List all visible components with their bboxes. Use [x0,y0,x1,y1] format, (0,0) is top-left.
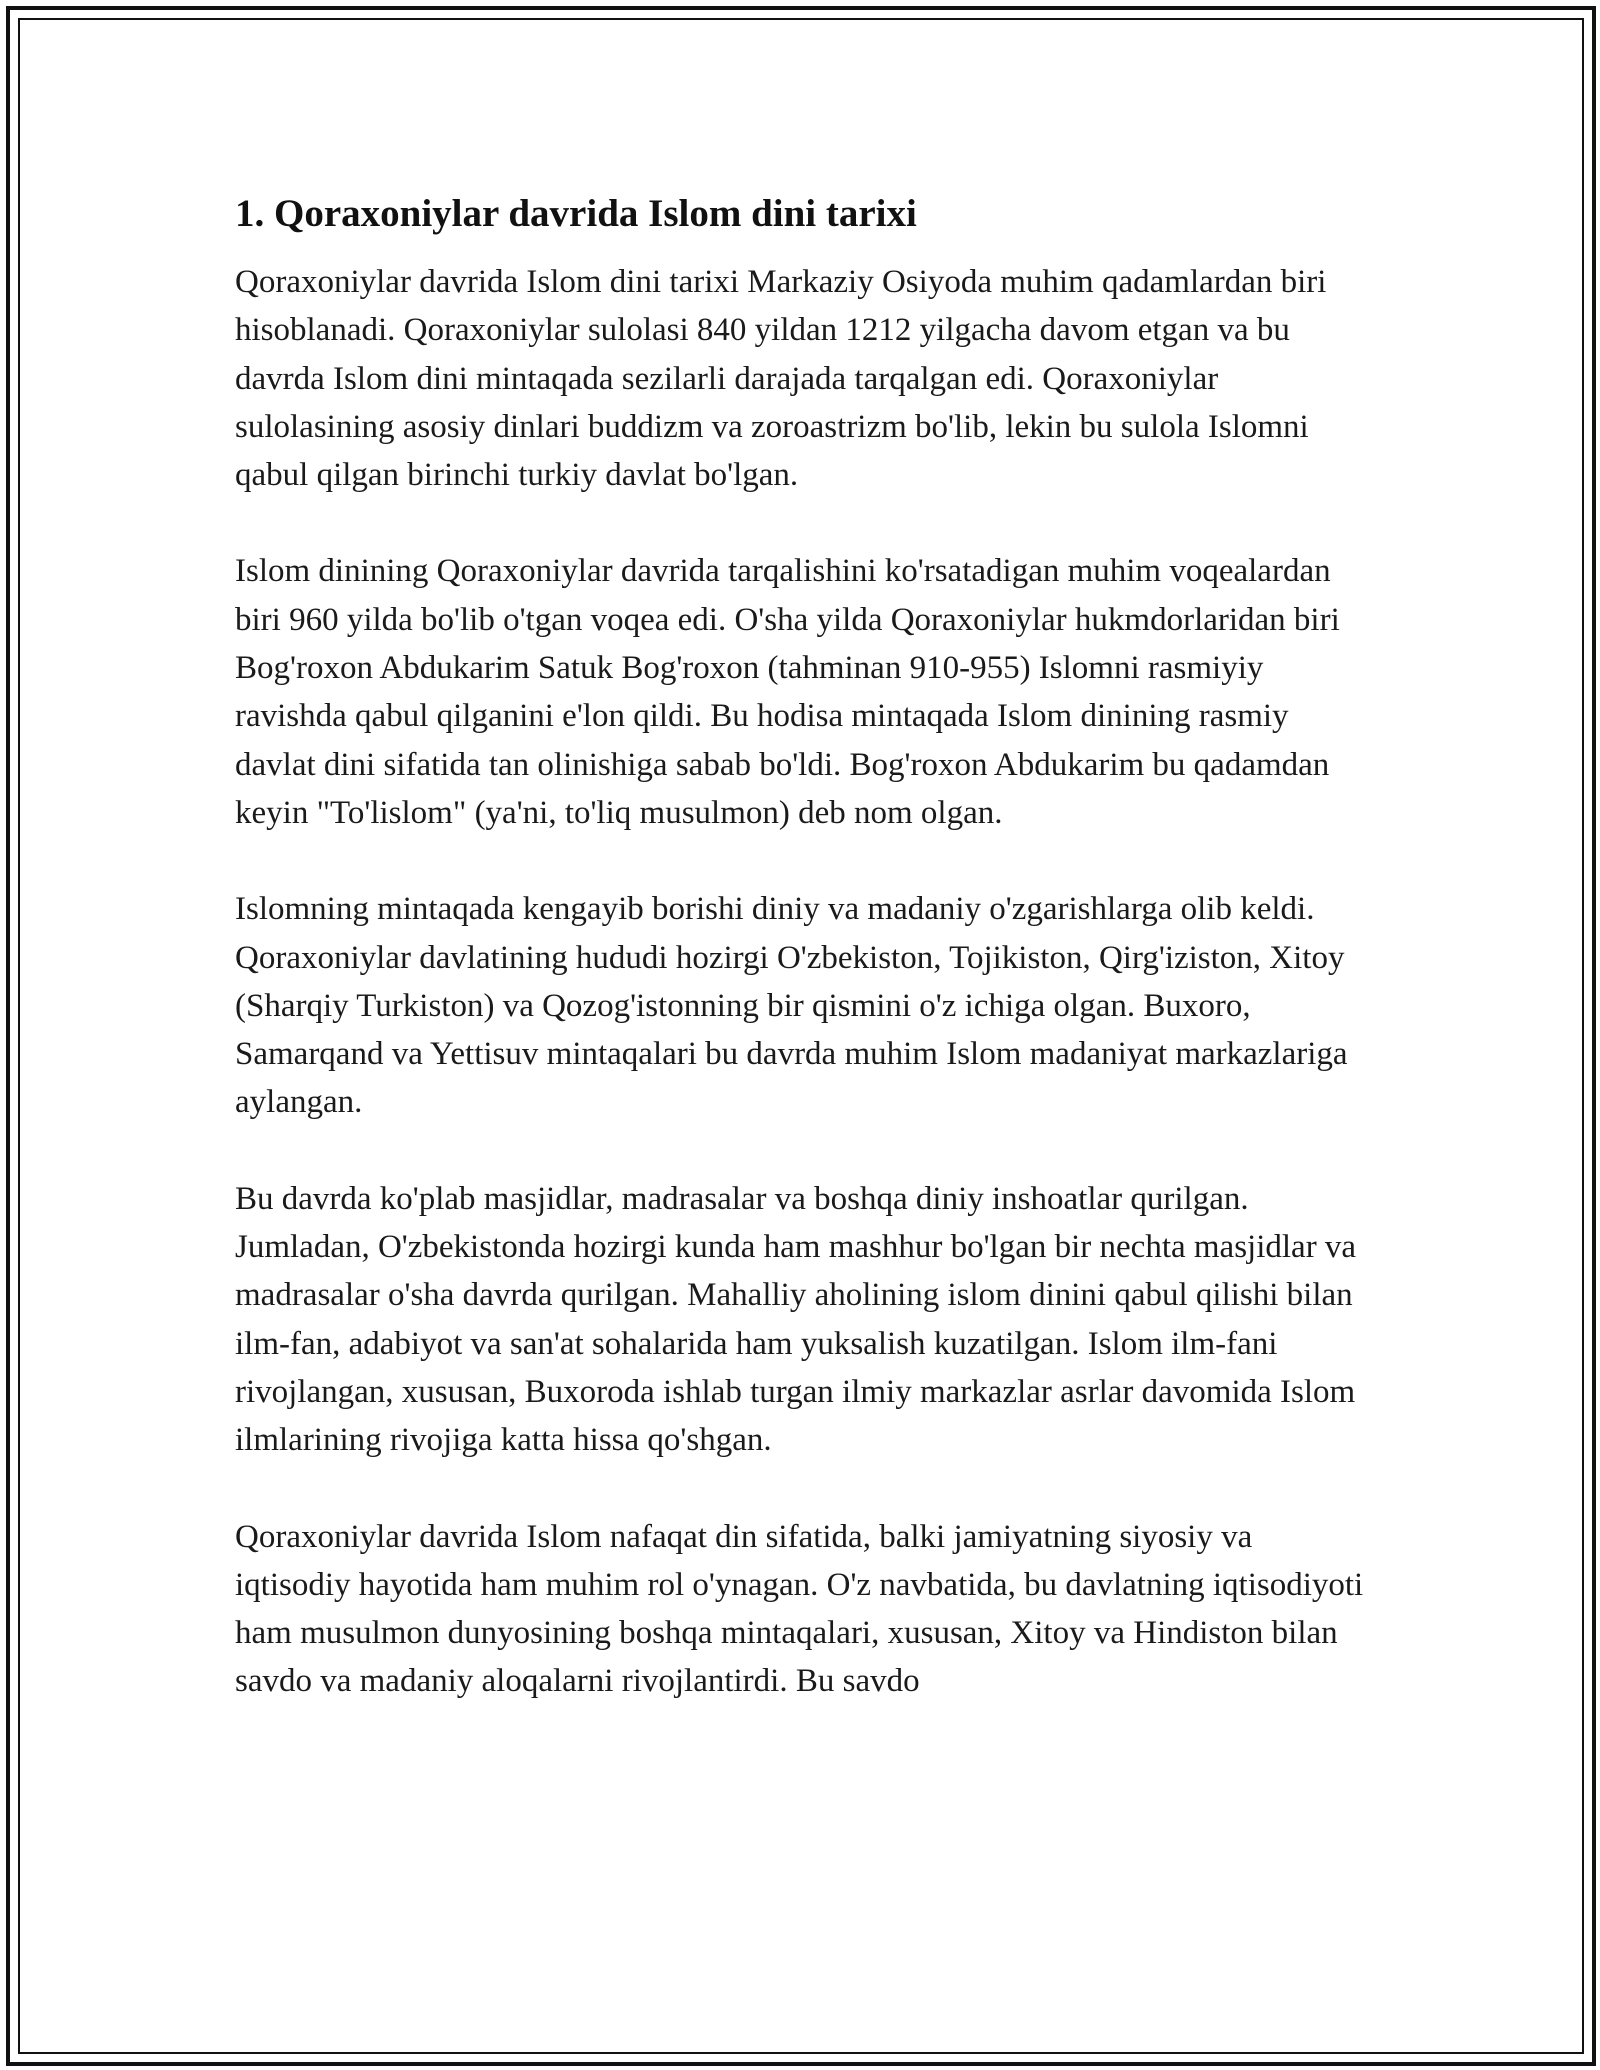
document-body [235,188,1375,1754]
paragraph-2: Islom dinining Qoraxoniylar davrida tarqalishini ko'rsatadigan muhim voqealardan biri 960 yilda bo'lib o'tgan voqea edi. O'sha yilda Qoraxoniylar hukmdorlaridan biri Bog'roxon Abdukarim Satuk Bog'roxon (tahminan 910-955) Islomni rasmiyiy ravishda qabul qilganini e'lon qildi. Bu hodisa mintaqada Islom dinining rasmiy davlat dini sifatida tan olinishiga sabab bo'ldi. Bog'roxon Abdukarim bu qadamdan keyin "To'lislom" (ya'ni, to'liq musulmon) deb nom olgan. [235,553,1340,831]
paragraph-4: Bu davrda ko'plab masjidlar, madrasalar va boshqa diniy inshoatlar qurilgan. Jumladan, O'zbekistonda hozirgi kunda ham mashhur bo'lgan bir nechta masjidlar va madrasalar o'sha davrda qurilgan. Mahalliy aholining islom dinini qabul qilishi bilan ilm-fan, adabiyot va san'at sohalarida ham yuksalish kuzatilgan. Islom ilm-fani rivojlangan, xususan, Buxoroda ishlab turgan ilmiy markazlar asrlar davomida Islom ilmlarining rivojiga katta hissa qo'shgan. [235,1180,1357,1459]
paragraph-5: Qoraxoniylar davrida Islom nafaqat din sifatida, balki jamiyatning siyosiy va iqtisodiy hayotida ham muhim rol o'ynagan. O'z navbatida, bu davlatning iqtisodiyoti ham musulmon dunyosining boshqa mintaqalari, xususan, Xitoy va Hindiston bilan savdo va madaniy aloqalarni rivojlantirdi. Bu savdo [235,1518,1364,1700]
paragraph-3: Islomning mintaqada kengayib borishi diniy va madaniy o'zgarishlarga olib keldi. Qoraxoniylar davlatining hududi hozirgi O'zbekiston, Tojikiston, Qirg'iziston, Xitoy (Sharqiy Turkiston) va Qozog'istonning bir qismini o'z ichiga olgan. Buxoro, Samarqand va Yettisuv mintaqalari bu davrda muhim Islom madaniyat markazlariga aylangan. [235,891,1348,1121]
paragraph-1: Qoraxoniylar davrida Islom dini tarixi Markaziy Osiyoda muhim qadamlardan biri hisoblanadi. Qoraxoniylar sulolasi 840 yildan 1212 yilgacha davom etgan va bu davrda Islom dini mintaqada sezilarli darajada tarqalgan edi. Qoraxoniylar sulolasining asosiy dinlari buddizm va zoroastrizm bo'lib, lekin bu sulola Islomni qabul qilgan birinchi turkiy davlat bo'lgan. [235,264,1327,494]
section-heading: 1. Qoraxoniylar davrida Islom dini tarixi [235,192,917,235]
